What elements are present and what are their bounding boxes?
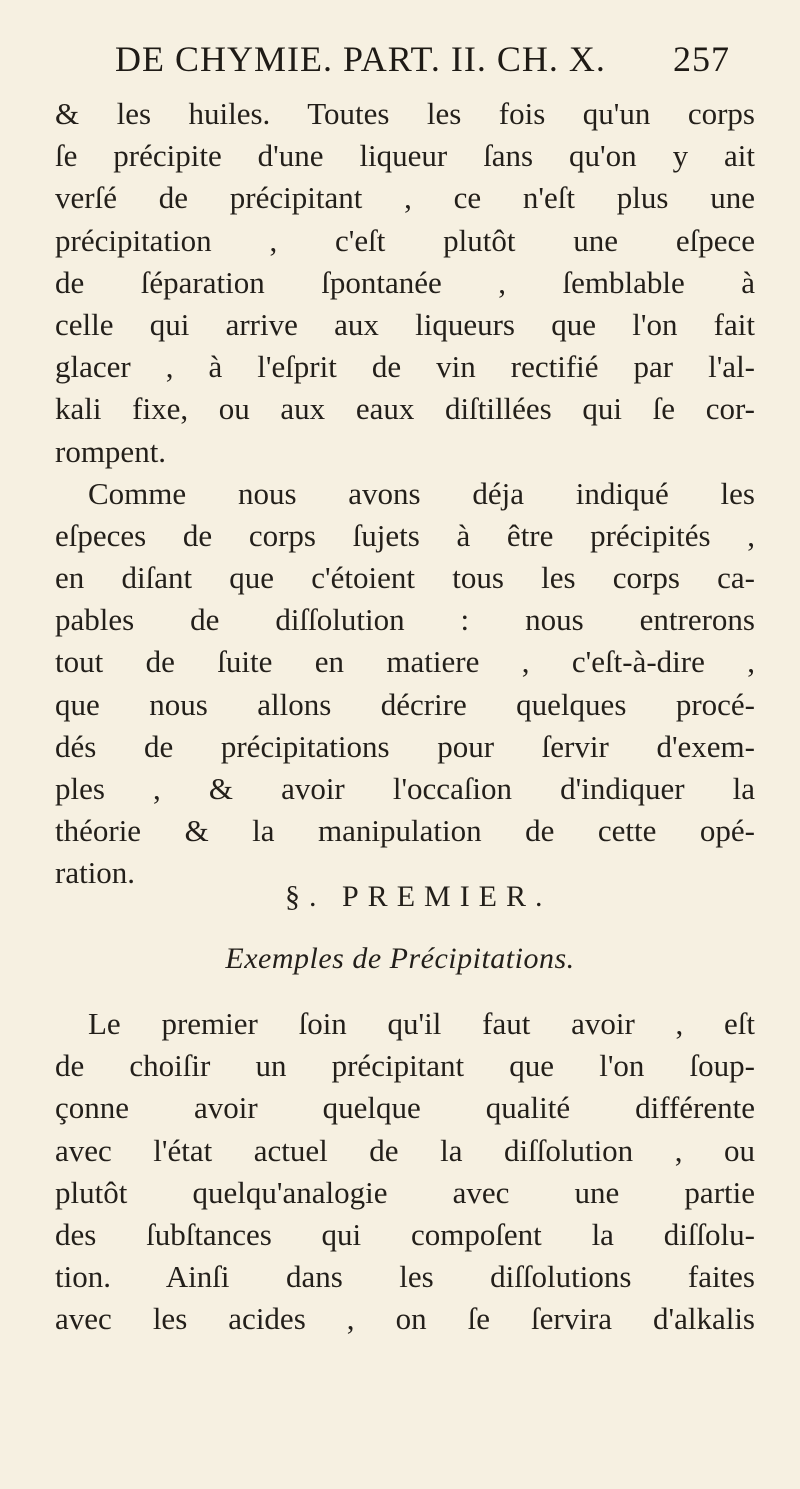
text-line: dés de précipitations pour ſervir d'exem-: [55, 728, 755, 764]
page-number: 257: [673, 39, 730, 79]
text-line: de choiſir un précipitant que l'on ſoup-: [55, 1048, 755, 1084]
text-line: en diſant que c'étoient tous les corps ca-: [55, 560, 755, 596]
text-line: des ſubſtances qui compoſent la diſſolu-: [55, 1216, 755, 1252]
text-line: tion. Ainſi dans les diſſolutions faites: [55, 1259, 755, 1295]
section-subtitle: Exemples de Précipitations.: [225, 942, 575, 975]
text-line: celle qui arrive aux liqueurs que l'on fait: [55, 306, 755, 342]
text-line: rompent.: [55, 433, 167, 469]
section-heading: §. PREMIER.: [285, 880, 552, 913]
text-line: avec les acides , on ſe ſervira d'alkalis: [55, 1301, 755, 1337]
text-line: ples , & avoir l'occaſion d'indiquer la: [55, 771, 755, 806]
text-line: glacer , à l'eſprit de vin rectifié par l'al-: [55, 349, 755, 385]
text-line: plutôt quelqu'analogie avec une partie: [55, 1174, 755, 1210]
text-line: pables de diſſolution : nous entrerons: [55, 602, 755, 638]
text-line: avec l'état actuel de la diſſolution , ou: [55, 1132, 755, 1168]
text-line: Le premier ſoin qu'il faut avoir , eſt: [88, 1006, 755, 1041]
text-line: çonne avoir quelque qualité différente: [55, 1090, 755, 1126]
text-line: kali fixe, ou aux eaux diſtillées qui ſe cor-: [55, 391, 755, 427]
text-line: théorie & la manipulation de cette opé-: [55, 813, 755, 849]
second-text-block: [55, 1003, 755, 1341]
text-line: ration.: [55, 855, 136, 891]
running-head-title: DE CHYMIE. PART. II. CH. X.: [115, 39, 606, 79]
text-line: verſé de précipitant , ce n'eſt plus une: [55, 180, 755, 216]
text-line: eſpeces de corps ſujets à être précipités ,: [55, 517, 755, 553]
text-line: que nous allons décrire quelques procé-: [55, 686, 755, 722]
text-line: & les huiles. Toutes les fois qu'un corps: [55, 96, 755, 131]
text-line: de ſéparation ſpontanée , ſemblable à: [55, 264, 755, 300]
text-line: précipitation , c'eſt plutôt une eſpece: [55, 222, 755, 258]
text-line: Comme nous avons déja indiqué les: [88, 475, 755, 511]
running-head: [115, 38, 735, 80]
main-text-block: [55, 93, 755, 895]
text-line: tout de ſuite en matiere , c'eſt-à-dire ,: [55, 644, 755, 680]
text-line: ſe précipite d'une liqueur ſans qu'on y ait: [55, 138, 755, 174]
